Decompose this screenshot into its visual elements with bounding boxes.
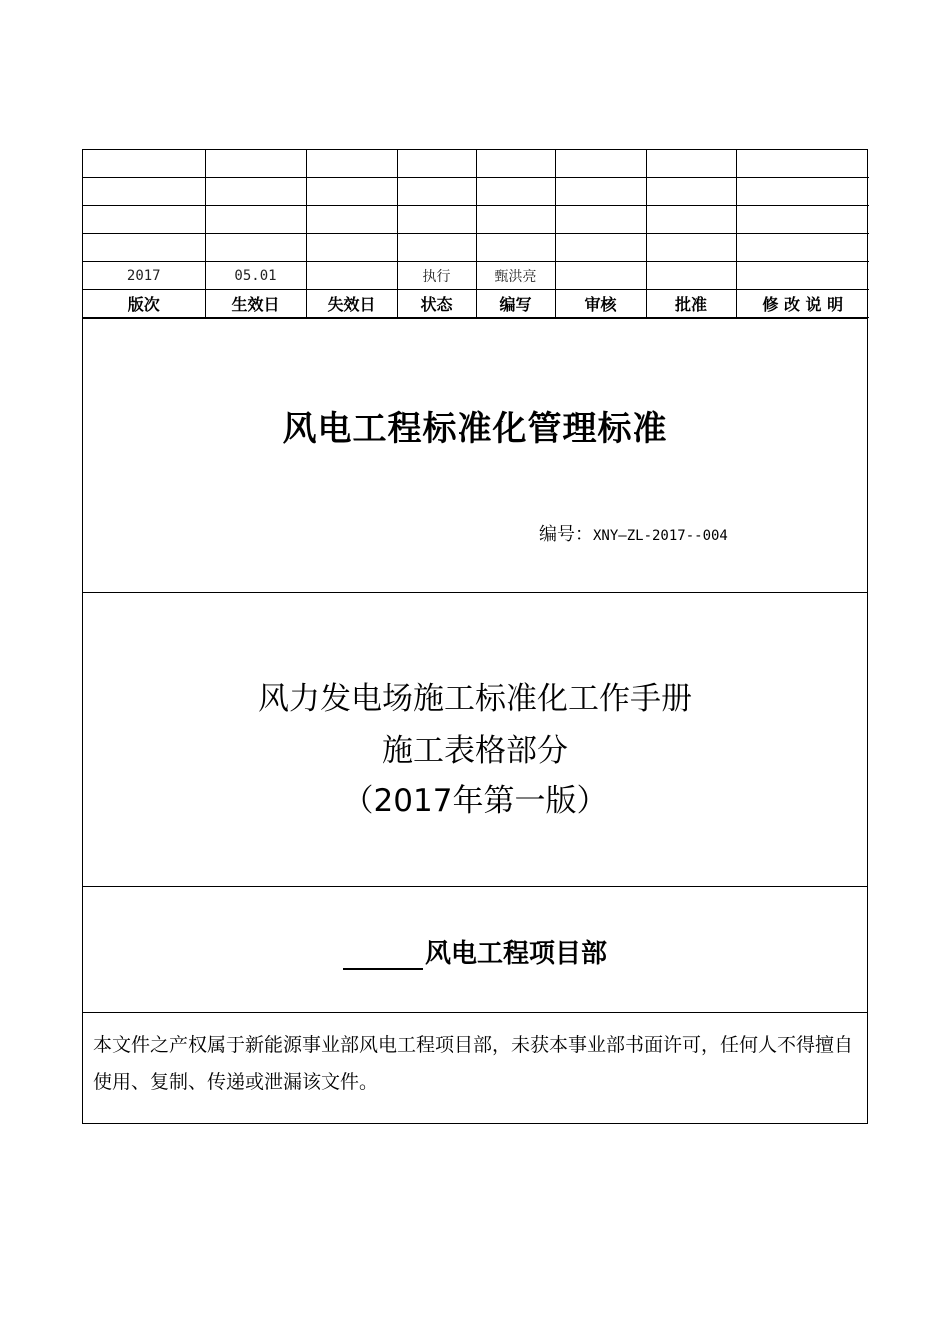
document-number-label: 编号：	[539, 524, 593, 545]
department-blank	[343, 942, 423, 970]
revision-header-cell: 失效日	[306, 290, 397, 318]
revision-table	[83, 150, 869, 318]
revision-cell	[555, 206, 646, 234]
copyright-notice: 本文件之产权属于新能源事业部风电工程项目部，未获本事业部书面许可，任何人不得擅自使用、复制、传递或泄漏该文件。	[93, 1034, 854, 1093]
revision-cell	[83, 150, 205, 178]
title-section	[83, 318, 867, 592]
manual-section	[83, 592, 867, 886]
document-number-value: XNY—ZL-2017--004	[593, 528, 728, 544]
revision-cell	[555, 150, 646, 178]
revision-cell	[397, 234, 476, 262]
revision-header-cell: 生效日	[205, 290, 306, 318]
revision-cell	[646, 150, 736, 178]
revision-header-cell: 批准	[646, 290, 736, 318]
revision-cell: 甄洪亮	[476, 262, 555, 290]
revision-cell	[736, 262, 869, 290]
revision-cell	[555, 178, 646, 206]
revision-cell	[736, 234, 869, 262]
revision-header-cell: 版次	[83, 290, 205, 318]
revision-cell	[306, 178, 397, 206]
revision-cell	[306, 234, 397, 262]
revision-cell	[646, 206, 736, 234]
notice-section	[83, 1012, 867, 1123]
revision-cell	[476, 178, 555, 206]
revision-cell	[646, 178, 736, 206]
department-name: 风电工程项目部	[424, 939, 607, 969]
revision-cell	[397, 206, 476, 234]
revision-row-empty	[83, 178, 869, 206]
revision-row	[83, 262, 869, 290]
department-line	[83, 933, 867, 970]
revision-header-cell: 编写	[476, 290, 555, 318]
revision-cell	[476, 234, 555, 262]
revision-header-cell: 修 改 说 明	[736, 290, 869, 318]
manual-title: 风力发电场施工标准化工作手册	[258, 681, 692, 717]
revision-cell	[205, 178, 306, 206]
revision-cell: 2017	[83, 262, 205, 290]
revision-cell	[205, 150, 306, 178]
revision-cell	[736, 206, 869, 234]
revision-row-empty	[83, 206, 869, 234]
revision-cell	[205, 234, 306, 262]
revision-cell	[306, 262, 397, 290]
revision-cell	[555, 234, 646, 262]
revision-cell	[736, 178, 869, 206]
manual-subtitle: 施工表格部分	[382, 733, 568, 769]
revision-cell	[83, 234, 205, 262]
revision-cell	[476, 206, 555, 234]
revision-cell	[397, 150, 476, 178]
revision-cell	[736, 150, 869, 178]
document-cover	[82, 149, 868, 1124]
revision-cell: 执行	[397, 262, 476, 290]
revision-cell	[476, 150, 555, 178]
document-number	[539, 520, 728, 546]
revision-cell	[205, 206, 306, 234]
department-section	[83, 886, 867, 1012]
revision-cell	[306, 150, 397, 178]
revision-row-empty	[83, 150, 869, 178]
revision-cell	[83, 178, 205, 206]
revision-header-row	[83, 290, 869, 318]
revision-cell: 05.01	[205, 262, 306, 290]
revision-cell	[646, 262, 736, 290]
revision-cell	[306, 206, 397, 234]
revision-header-cell: 状态	[397, 290, 476, 318]
revision-header-cell: 审核	[555, 290, 646, 318]
revision-cell	[397, 178, 476, 206]
revision-cell	[646, 234, 736, 262]
revision-row-empty	[83, 234, 869, 262]
document-title: 风电工程标准化管理标准	[282, 409, 668, 449]
revision-cell	[555, 262, 646, 290]
revision-cell	[83, 206, 205, 234]
manual-edition: （2017年第一版）	[342, 783, 608, 819]
